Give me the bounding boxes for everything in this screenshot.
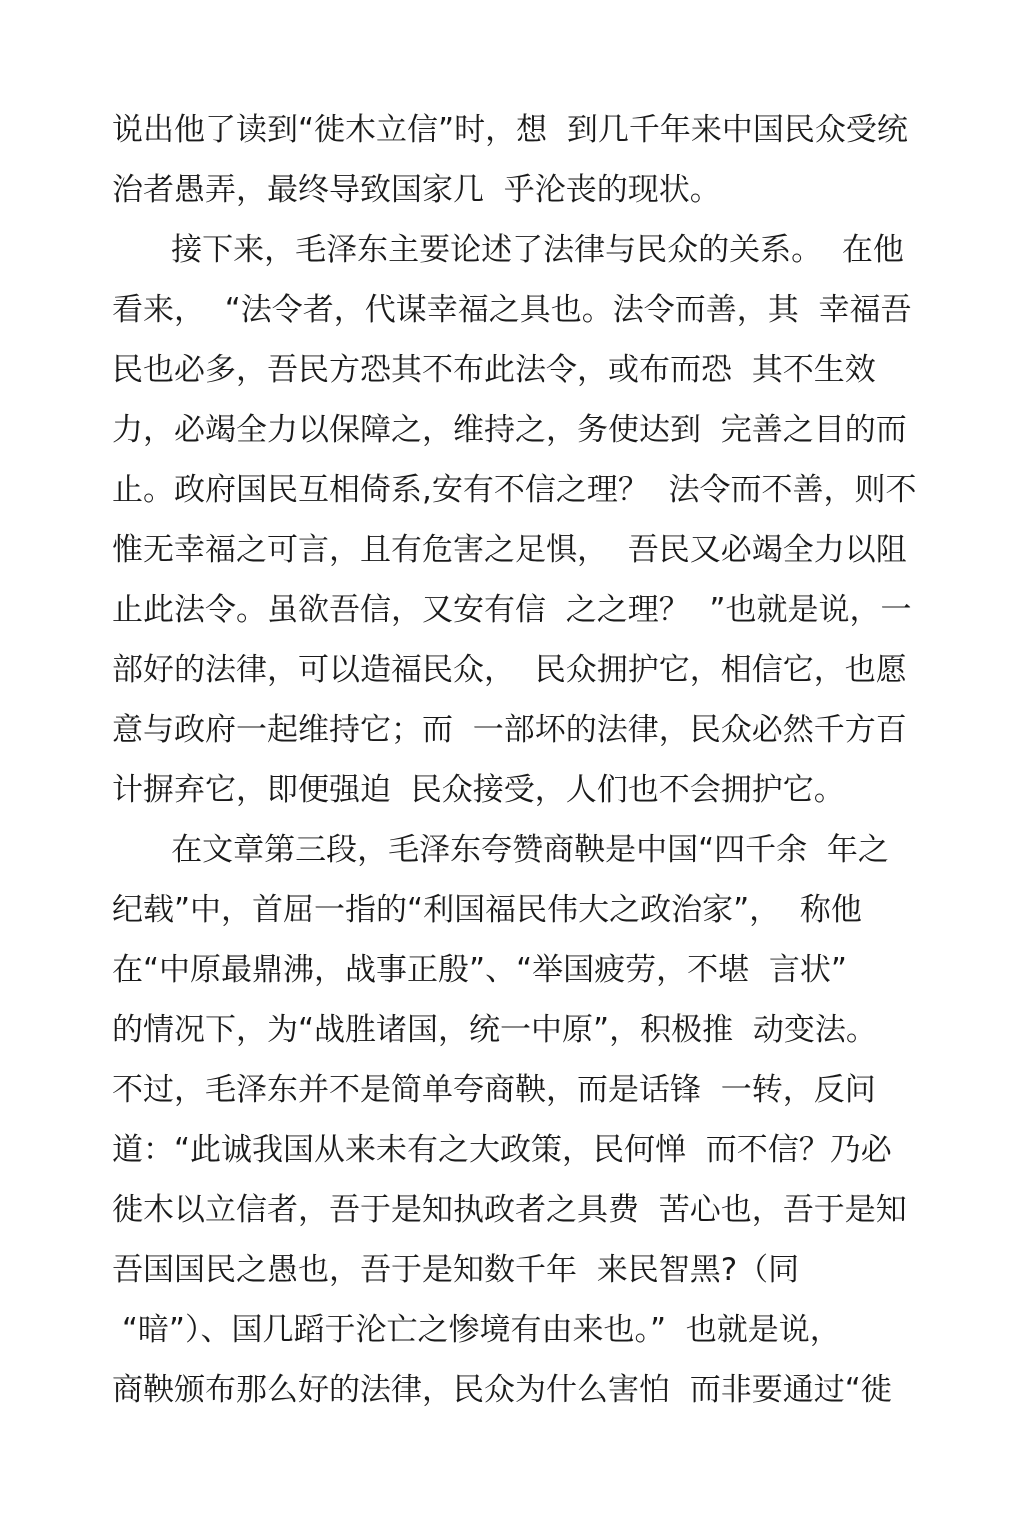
text-line: 止。政府国民互相倚系,安有不信之理？ 法令而不善，则不 <box>112 472 917 508</box>
text-line: 在“中原最鼎沸，战事正殷”、“举国疲劳，不堪 言状” <box>112 952 847 988</box>
text-line: 民也必多，吾民方恐其不布此法令，或布而恐 其不生效 <box>112 352 876 388</box>
text-line: 接下来，毛泽东主要论述了法律与民众的关系。 在他 <box>112 232 904 268</box>
text-line: 力，必竭全力以保障之，维持之，务使达到 完善之目的而 <box>112 412 907 448</box>
text-line: 在文章第三段，毛泽东夸赞商鞅是中国“四千余 年之 <box>112 832 889 868</box>
text-line: 徙木以立信者，吾于是知执政者之具费 苦心也，吾于是知 <box>112 1192 907 1228</box>
text-line: 的情况下，为“战胜诸国，统一中原”，积极推 动变法。 <box>112 1012 877 1048</box>
text-line: 计摒弃它，即便强迫 民众接受，人们也不会拥护它。 <box>112 772 845 808</box>
text-line: 意与政府一起维持它；而 一部坏的法律，民众必然千方百 <box>112 712 907 748</box>
text-line: 部好的法律，可以造福民众， 民众拥护它，相信它，也愿 <box>112 652 907 688</box>
text-line: 治者愚弄，最终导致国家几 乎沦丧的现状。 <box>112 172 721 208</box>
text-line: 纪载”中，首屈一指的“利国福民伟大之政治家”， 称他 <box>112 892 862 928</box>
text-line: 说出他了读到“徙木立信”时，想 到几千年来中国民众受统 <box>112 112 908 148</box>
text-line: 惟无幸福之可言，且有危害之足惧， 吾民又必竭全力以阻 <box>112 532 907 568</box>
text-line: 看来， “法令者，代谋幸福之具也。法令而善，其 幸福吾 <box>112 292 912 328</box>
text-line: “暗”）、国几蹈于沦亡之惨境有由来也。” 也就是说， <box>112 1312 841 1348</box>
text-line: 商鞅颁布那么好的法律，民众为什么害怕 而非要通过“徙 <box>112 1372 892 1408</box>
text-line: 不过，毛泽东并不是简单夸商鞅，而是话锋 一转，反问 <box>112 1072 876 1108</box>
text-line: 吾国国民之愚也，吾于是知数千年 来民智黑?（同 <box>112 1252 800 1288</box>
text-line: 道：“此诚我国从来未有之大政策，民何惮 而不信？乃必 <box>112 1132 892 1168</box>
text-line: 止此法令。虽欲吾信，又安有信 之之理？ ”也就是说，一 <box>112 592 912 628</box>
